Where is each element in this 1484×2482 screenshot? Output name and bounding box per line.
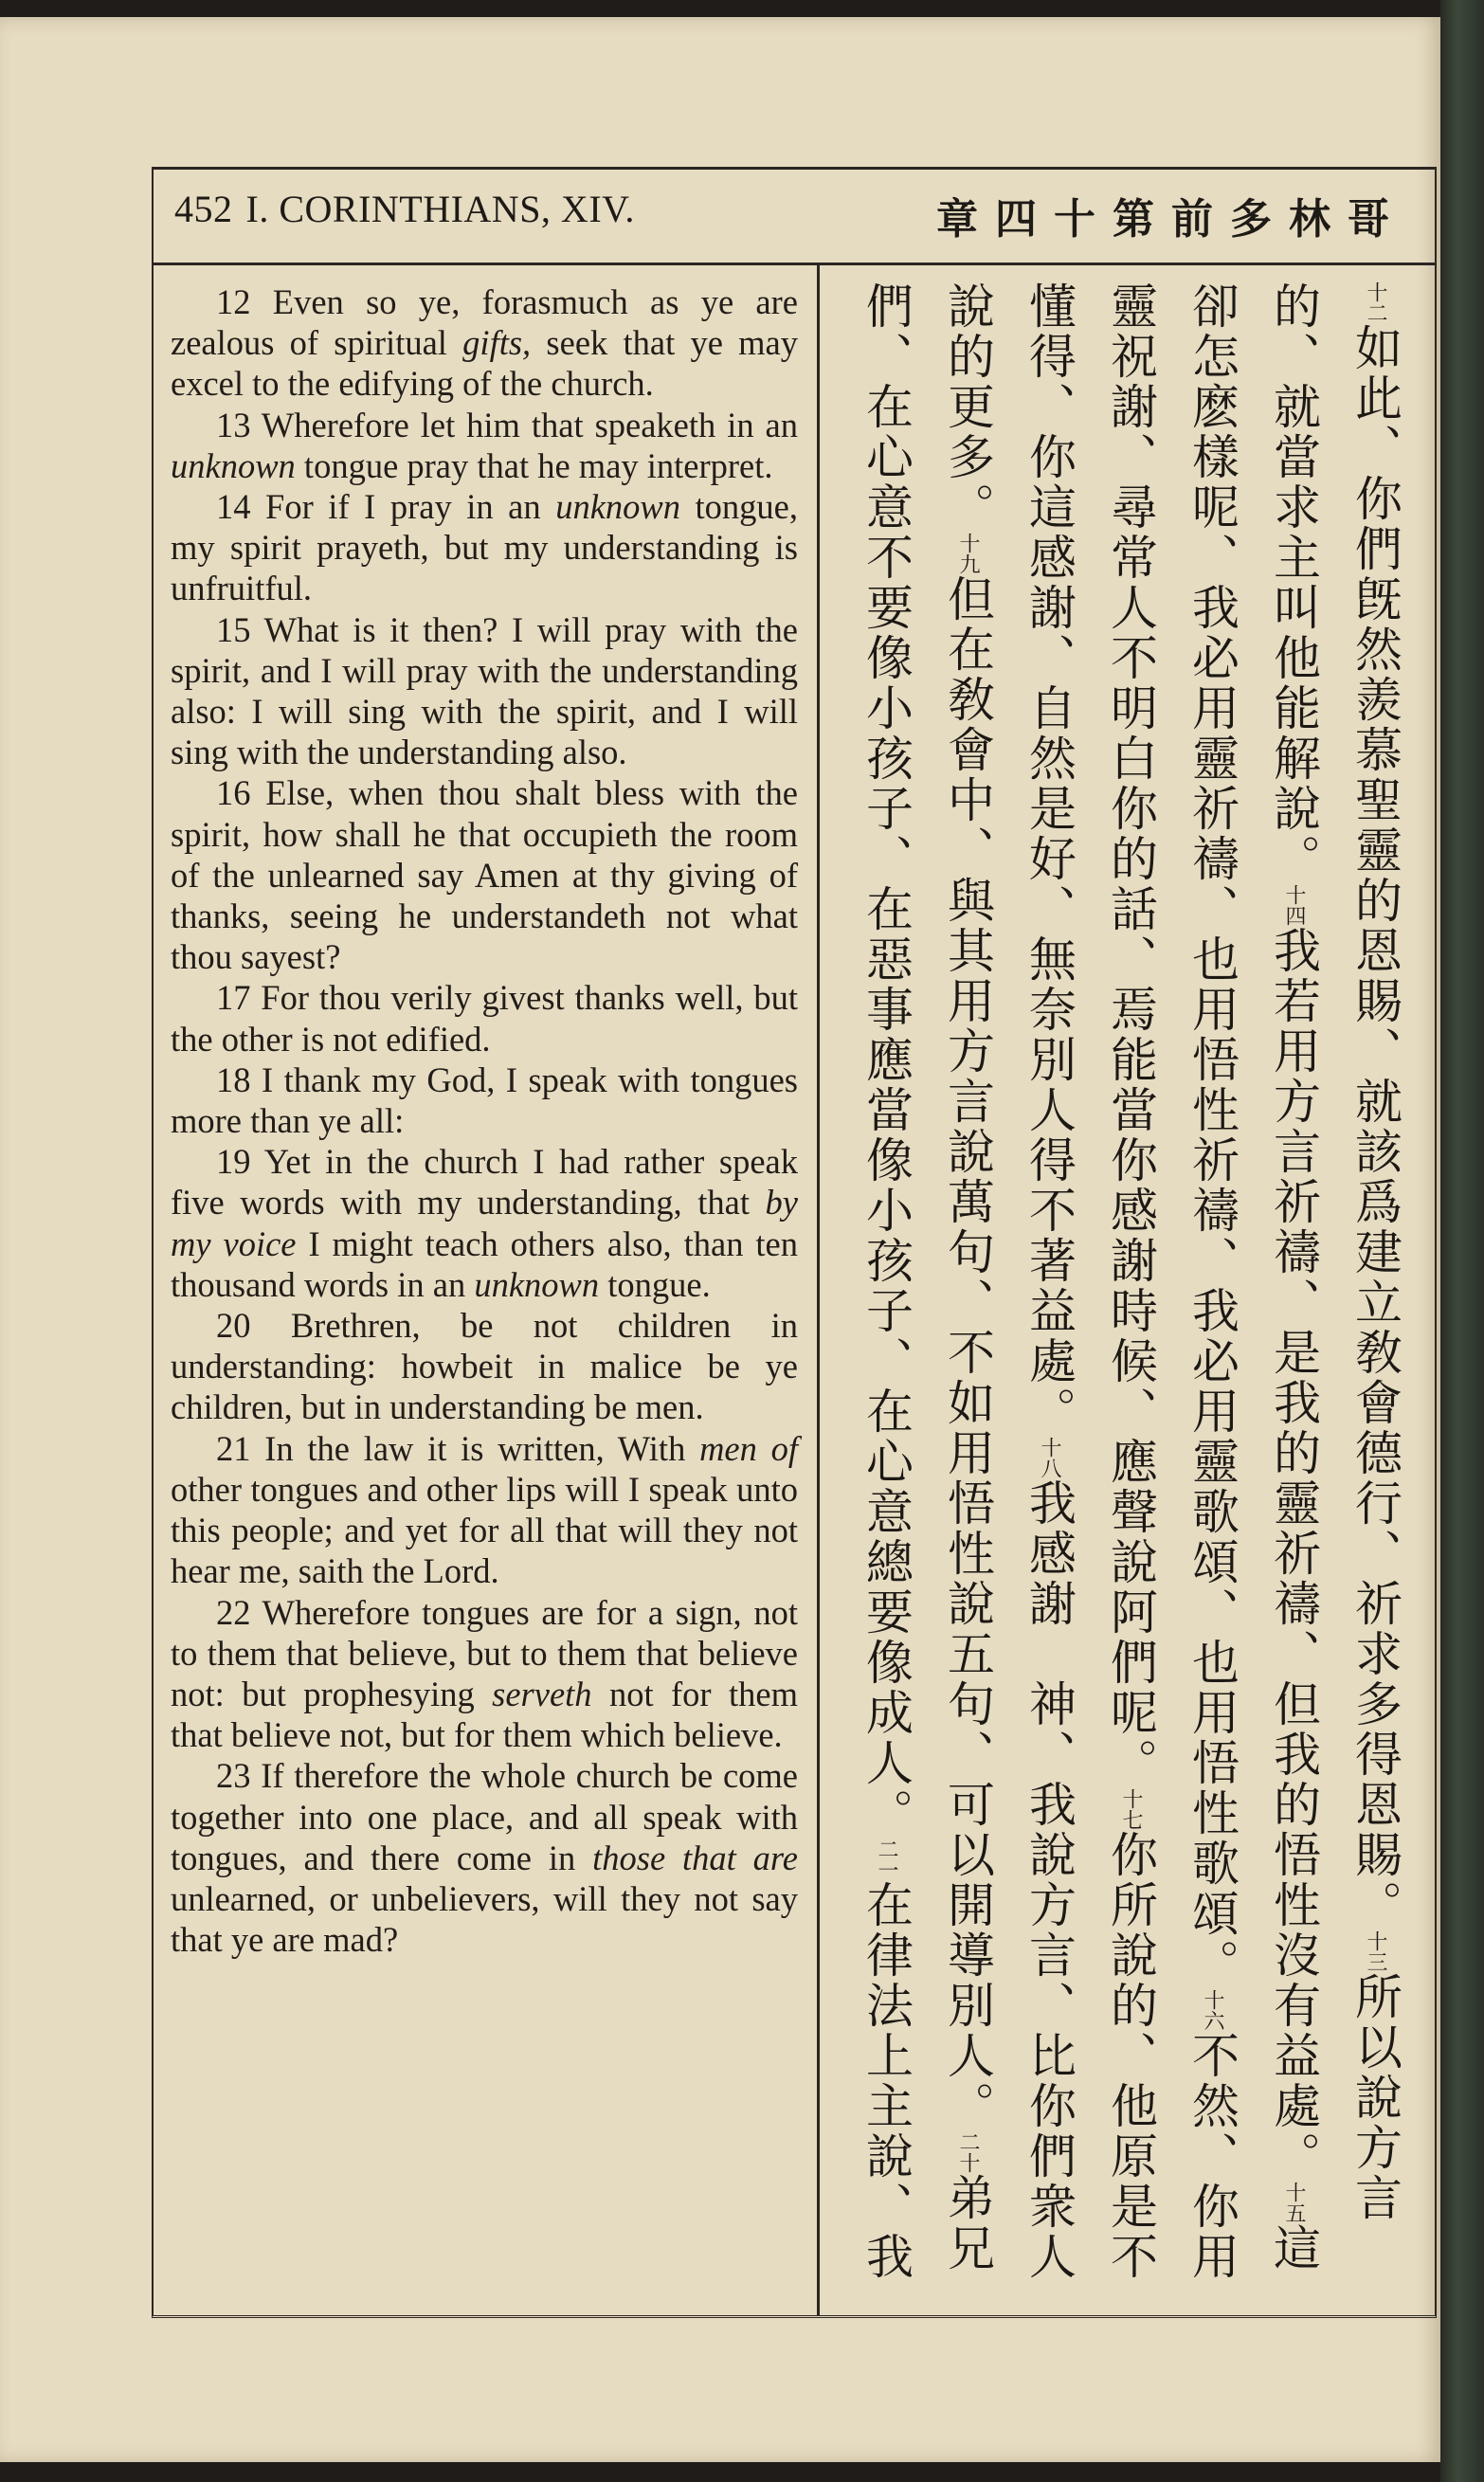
header-left	[174, 187, 635, 231]
english-verse	[171, 1592, 798, 1756]
verse-text: 15 What is it then? I will pray with the spirit, and I will pray with the understanding also: I will sing with the spirit, and I will sing with the understanding also.	[171, 609, 798, 772]
verse-text: 12 Even so ye, forasmuch as ye are zealous of spiritual	[171, 282, 798, 363]
chinese-verse-number: 十九	[956, 533, 980, 574]
english-verse	[171, 977, 798, 1059]
verse-text: 23 If therefore the whole church be come together into one place, and all speak with tongues, and there come in	[171, 1756, 798, 1877]
book-edge	[1440, 0, 1484, 2482]
english-verse	[171, 609, 798, 773]
english-running-title: I. CORINTHIANS, XIV.	[245, 188, 635, 230]
verse-text: 18 I thank my God, I speak with tongues more than ye all:	[171, 1060, 798, 1141]
chinese-column	[838, 281, 1416, 2291]
chinese-verse-number: 十六	[1201, 1989, 1224, 2031]
verse-text: 22 Wherefore tongues are for a sign, not to them that believe, but to them that believe not: but prophesying	[171, 1592, 798, 1713]
english-verse	[171, 486, 798, 609]
verse-text: I might teach others also, than ten thousand words in an	[171, 1223, 798, 1304]
chinese-verse-number: 十七	[1119, 1788, 1143, 1830]
page-number: 452	[174, 188, 233, 230]
chinese-verse-text: 這卻怎麽樣呢、我必用靈祈禱、也用悟性祈禱、我必用靈歌頌、也用悟性歌頌。	[1185, 281, 1321, 2274]
chinese-verse-number: 十八	[1038, 1437, 1061, 1478]
verse-text: tongue, my spirit prayeth, but my understanding is unfruitful.	[171, 487, 798, 608]
verse-text: unlearned, or unbelievers, will they not say that ye are mad?	[171, 1878, 798, 1960]
verse-text: other tongues and other lips will I speak unto this people; and yet for all that will they not hear me, saith the Lord.	[171, 1469, 798, 1591]
verse-text: 13 Wherefore let him that speaketh in an	[216, 405, 798, 444]
chinese-verse-text: 但在敎會中、與其用方言說萬句、不如用悟性說五句、可以開導別人。	[940, 574, 995, 2131]
italic-text: men of	[699, 1428, 798, 1468]
chinese-running-title: 章四十第前多林哥	[936, 195, 1406, 244]
verse-text: tongue.	[599, 1264, 711, 1304]
page-frame	[152, 167, 1437, 2318]
verse-text: tongue pray that he may interpret.	[295, 445, 773, 485]
italic-text: gifts,	[462, 323, 532, 363]
verse-text: seek that ye may excel to the edifying of the church.	[171, 323, 798, 404]
chinese-verse-text: 你所說的、他原是不懂得、你這感謝、自然是好、無奈別人得不著益處。	[1022, 281, 1158, 2282]
english-verse	[171, 1141, 798, 1305]
english-column	[171, 281, 798, 2291]
chinese-verse-number: 十二	[1364, 281, 1387, 323]
english-verse	[171, 772, 798, 977]
chinese-verse-text: 我感謝 神、我說方言、比你們衆人說的更多。	[940, 281, 1077, 2282]
italic-text: by my voice	[171, 1183, 798, 1263]
verse-text: 17 For thou verily givest thanks well, but the other is not edified.	[171, 978, 798, 1059]
verse-text: 20 Brethren, be not children in understanding: howbeit in malice be ye children, but in understanding be men.	[171, 1306, 798, 1427]
english-verse	[171, 281, 798, 405]
english-verse	[171, 1060, 798, 1141]
chinese-verse-text: 在律法上主說、我	[859, 1880, 914, 2282]
english-verse	[171, 1428, 798, 1592]
chinese-verse-number: 十五	[1282, 2182, 1306, 2223]
english-verse	[171, 1755, 798, 1960]
chinese-verse-text: 如此、你們旣然羨慕聖靈的恩賜、就該爲建立敎會德行、祈求多得恩賜。	[1348, 323, 1403, 1930]
chinese-verse-number: 二十	[956, 2131, 980, 2173]
chinese-verse-text: 我若用方言祈禱、是我的靈祈禱、但我的悟性沒有益處。	[1266, 926, 1321, 2182]
chinese-verse-text: 弟兄們、在心意不要像小孩子、在惡事應當像小孩子、在心意總要像成人。	[859, 281, 995, 2274]
italic-text: unknown	[171, 445, 296, 485]
english-verse	[171, 1305, 798, 1428]
chinese-verse-text: 不然、你用靈祝謝、尋常人不明白你的話、焉能當你感謝時候、應聲說阿們呢。	[1103, 281, 1240, 2282]
italic-text: those that are	[592, 1838, 798, 1877]
book-page	[0, 17, 1440, 2462]
verse-text: 14 For if I pray in an	[216, 487, 556, 527]
italic-text: unknown	[474, 1264, 600, 1304]
english-verse	[171, 405, 798, 486]
verse-text: 16 Else, when thou shalt bless with the spirit, how shall he that occupieth the room of the unlearned say Amen at thy giving of thanks, seeing he understandeth not what thou sayest?	[171, 773, 798, 977]
chinese-verse-number: 二一	[875, 1839, 898, 1880]
chinese-verse-text: 所以說方言的、就當求主叫他能解說。	[1266, 281, 1403, 2223]
verse-text: 21 In the law it is written, With	[216, 1428, 700, 1468]
chinese-verse-number: 十四	[1282, 884, 1306, 926]
running-header	[154, 170, 1435, 265]
verse-text: not for them that believe not, but for them which believe.	[171, 1674, 798, 1755]
chinese-verse-number: 十三	[1364, 1930, 1387, 1972]
italic-text: unknown	[555, 487, 680, 527]
verse-text: 19 Yet in the church I had rather speak five words with my understanding, that	[171, 1142, 798, 1223]
column-divider	[817, 263, 820, 2315]
italic-text: serveth	[492, 1674, 592, 1713]
